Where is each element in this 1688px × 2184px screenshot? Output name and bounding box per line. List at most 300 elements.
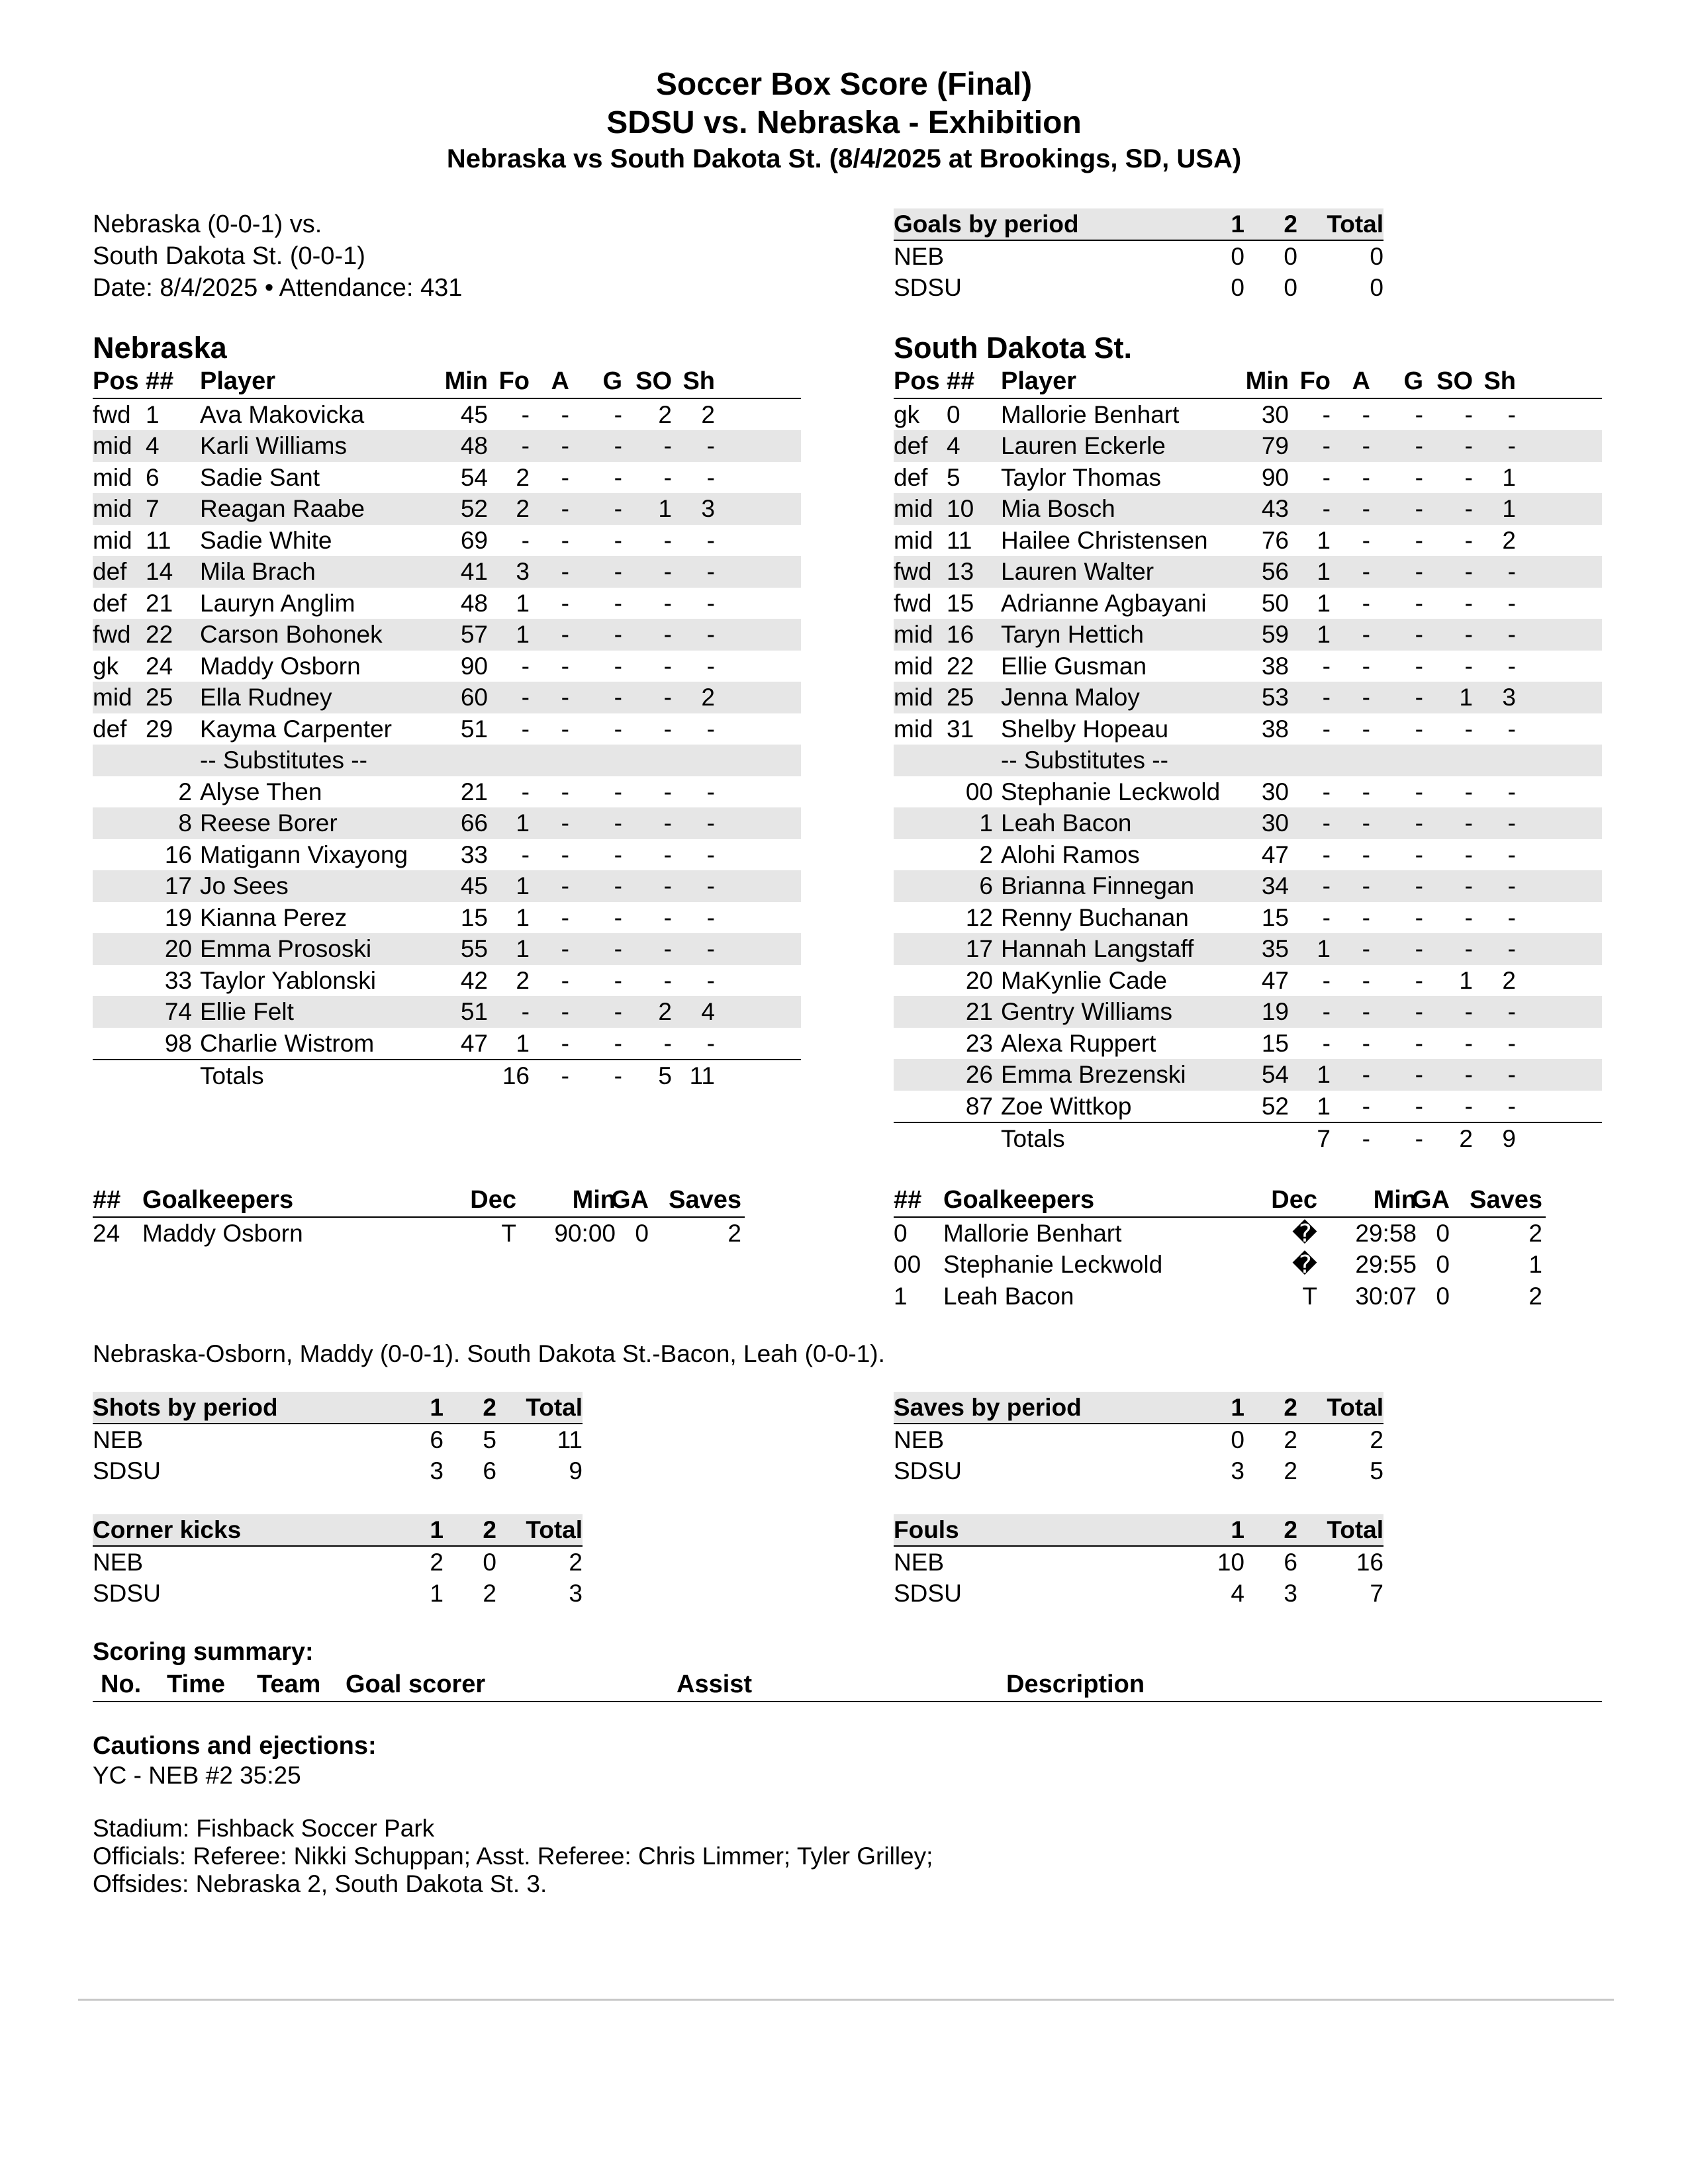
cell-a: - — [561, 935, 569, 962]
team: NEB — [894, 1549, 945, 1576]
cell-min: 33 — [460, 841, 488, 868]
player-row — [93, 965, 801, 997]
cell-sh: - — [706, 903, 715, 931]
cell-fo: 1 — [516, 809, 530, 837]
footer-info — [93, 1815, 933, 1898]
value: 3 — [1284, 1580, 1297, 1607]
cell-sh: 2 — [701, 684, 715, 711]
cell-fo: 2 — [516, 495, 530, 522]
substitutes-label: -- Substitutes -- — [1001, 747, 1168, 774]
cell-min: 50 — [1261, 589, 1289, 617]
cell-player: Jo Sees — [200, 872, 289, 899]
cell-min: 57 — [460, 621, 488, 648]
cell-so: - — [1464, 463, 1473, 491]
cell-fo: 2 — [516, 966, 530, 994]
value: 11 — [557, 1426, 583, 1453]
cell-goalkeeper: Stephanie Leckwold — [943, 1251, 1163, 1278]
cell-number: 21 — [965, 998, 993, 1025]
cell-number: 24 — [93, 1219, 120, 1247]
goalkeepers-header — [894, 1185, 1546, 1218]
cell-min: 15 — [1261, 1029, 1289, 1057]
cell-fo: - — [1322, 432, 1331, 459]
cell-min: 29:58 — [1355, 1219, 1417, 1247]
value: 0 — [1284, 274, 1297, 301]
totals-row — [894, 1123, 1602, 1155]
cell-fo: 1 — [1317, 558, 1331, 585]
period-1-header: 1 — [1185, 1392, 1244, 1424]
value: 3 — [1231, 1457, 1244, 1484]
cell-sh: 2 — [1502, 526, 1516, 554]
cell-min: 60 — [460, 684, 488, 711]
cell-so: - — [663, 432, 672, 459]
cell-player: Leah Bacon — [1001, 809, 1132, 837]
cell-g: - — [1415, 935, 1423, 962]
cell-g: - — [1415, 1029, 1423, 1057]
cell-so: - — [1464, 432, 1473, 459]
cell-number: 20 — [164, 935, 192, 962]
cell-min: 41 — [460, 558, 488, 585]
goals-row-neb — [894, 240, 1383, 272]
cell-player: Kianna Perez — [200, 903, 348, 931]
cell-min: 76 — [1261, 526, 1289, 554]
goalkeeper-records: Nebraska-Osborn, Maddy (0-0-1). South Dakota St.-Bacon, Leah (0-0-1). — [93, 1340, 885, 1367]
cell-so: - — [663, 872, 672, 899]
player-row — [894, 399, 1602, 431]
stadium: Stadium: Fishback Soccer Park — [93, 1815, 435, 1842]
cell-sh: - — [1507, 715, 1516, 743]
col-ga: GA — [1412, 1186, 1450, 1214]
cell-sh: - — [706, 841, 715, 868]
cell-so: - — [663, 1029, 672, 1057]
player-table-header — [93, 366, 801, 399]
cell-g: - — [1415, 809, 1423, 837]
value: 2 — [569, 1549, 583, 1576]
player-row — [93, 651, 801, 682]
cell-number: 1 — [146, 400, 160, 428]
cell-pos: def — [894, 432, 928, 459]
value: 0 — [1231, 274, 1244, 301]
player-row — [894, 556, 1602, 588]
cell-dec: T — [501, 1219, 516, 1247]
player-row — [93, 619, 801, 651]
cell-min: 45 — [460, 400, 488, 428]
cell-a: - — [1362, 1029, 1370, 1057]
value: 2 — [1284, 1457, 1297, 1484]
cell-so: 2 — [658, 400, 672, 428]
cell-fo: 3 — [516, 558, 530, 585]
cell-min: 48 — [460, 432, 488, 459]
cell-pos: def — [93, 558, 127, 585]
cell-so: 5 — [658, 1062, 672, 1089]
cell-pos: mid — [93, 495, 132, 522]
cell-a: - — [1362, 1092, 1370, 1120]
player-row — [894, 462, 1602, 494]
goals-row-sdsu — [894, 272, 1383, 303]
value: 9 — [569, 1457, 583, 1484]
player-row — [894, 1091, 1602, 1122]
cell-fo: - — [521, 998, 530, 1025]
cell-number: 16 — [947, 621, 974, 648]
period-1-header: 1 — [1185, 1514, 1244, 1546]
cell-min: 51 — [460, 998, 488, 1025]
cell-fo: - — [1322, 652, 1331, 680]
cell-a: - — [1362, 872, 1370, 899]
player-row — [894, 493, 1602, 525]
cell-sh: - — [706, 966, 715, 994]
value: 2 — [430, 1549, 444, 1576]
player-row — [894, 682, 1602, 713]
cell-fo: 1 — [1317, 1061, 1331, 1088]
saves-row-neb — [894, 1424, 1383, 1455]
col-min: Min — [444, 367, 488, 395]
saves-by-period-table — [894, 1392, 1383, 1486]
cell-so: - — [1464, 841, 1473, 868]
cell-player: Jenna Maloy — [1001, 684, 1140, 711]
period-2-header: 2 — [1244, 1514, 1297, 1546]
player-row — [93, 462, 801, 494]
col-g: G — [602, 367, 622, 395]
player-row — [894, 713, 1602, 745]
cell-player: Charlie Wistrom — [200, 1029, 375, 1057]
cell-number: 87 — [965, 1092, 993, 1120]
cell-sh: - — [1507, 558, 1516, 585]
cell-a: - — [1362, 463, 1370, 491]
cell-player: Taryn Hettich — [1001, 621, 1144, 648]
player-row — [93, 430, 801, 462]
cell-pos: gk — [93, 652, 119, 680]
value: 0 — [1370, 243, 1383, 270]
cell-goalkeeper: Mallorie Benhart — [943, 1219, 1122, 1247]
cell-g: - — [1415, 715, 1423, 743]
goals-by-period-table — [894, 208, 1383, 303]
cell-g: - — [614, 400, 622, 428]
col-goal-scorer: Goal scorer — [346, 1670, 486, 1698]
col-min: Min — [1245, 367, 1289, 395]
game-info — [93, 208, 462, 304]
cell-player: Carson Bohonek — [200, 621, 383, 648]
cell-a: - — [561, 778, 569, 805]
cell-number: 26 — [965, 1061, 993, 1088]
player-row — [894, 870, 1602, 902]
cell-sh: - — [706, 432, 715, 459]
cell-a: - — [561, 809, 569, 837]
cell-a: - — [1362, 715, 1370, 743]
cell-fo: - — [1322, 809, 1331, 837]
player-row — [93, 933, 801, 965]
cell-so: - — [663, 526, 672, 554]
col-so: SO — [1436, 367, 1473, 395]
nebraska-player-table — [93, 366, 801, 1107]
col-saves: Saves — [669, 1186, 741, 1214]
cell-player: Gentry Williams — [1001, 998, 1173, 1025]
cell-a: - — [561, 841, 569, 868]
cell-g: - — [1415, 558, 1423, 585]
cell-goalkeeper: Leah Bacon — [943, 1282, 1074, 1310]
cell-g: - — [1415, 841, 1423, 868]
cell-a: - — [1362, 621, 1370, 648]
cell-so: - — [1464, 1061, 1473, 1088]
cell-a: - — [1362, 966, 1370, 994]
cell-fo: - — [1322, 1029, 1331, 1057]
cell-number: 33 — [164, 966, 192, 994]
cell-so: - — [1464, 400, 1473, 428]
cell-a: - — [561, 589, 569, 617]
cell-so: - — [663, 621, 672, 648]
value: 2 — [483, 1580, 496, 1607]
cell-g: - — [614, 935, 622, 962]
corners-row-neb — [93, 1546, 583, 1578]
cell-player: MaKynlie Cade — [1001, 966, 1167, 994]
team: SDSU — [894, 274, 962, 301]
value: 16 — [1356, 1549, 1383, 1576]
period-2-header: 2 — [444, 1514, 496, 1546]
fouls-title: Fouls — [894, 1514, 1185, 1546]
cell-min: 15 — [460, 903, 488, 931]
saves-row-sdsu — [894, 1455, 1383, 1486]
cell-number: 74 — [164, 998, 192, 1025]
cell-g: - — [1415, 998, 1423, 1025]
goalkeepers-header — [93, 1185, 745, 1218]
cell-sh: - — [706, 621, 715, 648]
cell-g: - — [1415, 966, 1423, 994]
value: 7 — [1370, 1580, 1383, 1607]
cell-saves: 2 — [1528, 1219, 1542, 1247]
cell-min: 53 — [1261, 684, 1289, 711]
cell-fo: - — [1322, 715, 1331, 743]
cell-g: - — [614, 966, 622, 994]
cell-so: - — [1464, 998, 1473, 1025]
cell-fo: - — [521, 432, 530, 459]
cell-sh: 2 — [701, 400, 715, 428]
cell-min: 34 — [1261, 872, 1289, 899]
cell-min: 47 — [1261, 841, 1289, 868]
cell-min: 56 — [1261, 558, 1289, 585]
cell-sh: 3 — [701, 495, 715, 522]
substitutes-label: -- Substitutes -- — [200, 747, 367, 774]
cell-a: - — [561, 903, 569, 931]
cell-saves: 1 — [1528, 1251, 1542, 1278]
cell-so: - — [663, 966, 672, 994]
cell-g: - — [1415, 621, 1423, 648]
col-description: Description — [1006, 1670, 1145, 1698]
cell-min: 38 — [1261, 715, 1289, 743]
col-sh: Sh — [1483, 367, 1516, 395]
cell-pos: mid — [93, 526, 132, 554]
cell-number: 11 — [146, 526, 171, 554]
cell-number: 16 — [164, 841, 192, 868]
cell-min: 21 — [460, 778, 488, 805]
cell-fo: 1 — [516, 903, 530, 931]
cell-a: - — [1362, 589, 1370, 617]
cell-sh: - — [1507, 841, 1516, 868]
cell-player: Mallorie Benhart — [1001, 400, 1180, 428]
cell-a: - — [561, 1029, 569, 1057]
cell-fo: 1 — [1317, 1092, 1331, 1120]
player-row — [93, 399, 801, 431]
shots-by-period-table — [93, 1392, 583, 1486]
title-line-1: Soccer Box Score (Final) — [655, 67, 1033, 102]
cell-pos: def — [93, 589, 127, 617]
cell-fo: - — [1322, 495, 1331, 522]
cell-sh: - — [1507, 809, 1516, 837]
cell-player: Alohi Ramos — [1001, 841, 1140, 868]
cell-fo: - — [521, 715, 530, 743]
cell-sh: - — [1507, 1061, 1516, 1088]
cell-g: - — [614, 715, 622, 743]
cell-number: 14 — [146, 558, 173, 585]
cell-number: 25 — [947, 684, 974, 711]
value: 5 — [483, 1426, 496, 1453]
col-time: Time — [167, 1670, 226, 1698]
cell-pos: mid — [894, 526, 933, 554]
cell-g: - — [1415, 400, 1423, 428]
cell-a: - — [1362, 652, 1370, 680]
cell-so: - — [1464, 778, 1473, 805]
cell-min: 38 — [1261, 652, 1289, 680]
cell-so: - — [1464, 495, 1473, 522]
cell-sh: - — [1507, 400, 1516, 428]
cell-fo: - — [521, 652, 530, 680]
cell-number: 8 — [178, 809, 192, 837]
cell-player: Hailee Christensen — [1001, 526, 1208, 554]
cell-so: - — [1464, 715, 1473, 743]
cell-so: 2 — [1459, 1125, 1473, 1152]
player-row — [894, 996, 1602, 1028]
goals-by-period-header — [894, 208, 1383, 240]
cell-a: - — [1362, 841, 1370, 868]
cell-number: 4 — [947, 432, 961, 459]
cell-a: - — [1362, 1061, 1370, 1088]
value: 3 — [569, 1580, 583, 1607]
cell-min: 42 — [460, 966, 488, 994]
cell-fo: 1 — [516, 935, 530, 962]
fouls-table — [894, 1514, 1383, 1609]
cell-sh: - — [706, 1029, 715, 1057]
value: 10 — [1217, 1549, 1244, 1576]
player-row — [894, 1059, 1602, 1091]
cell-number: 21 — [146, 589, 173, 617]
col-so: SO — [635, 367, 672, 395]
cell-so: - — [663, 841, 672, 868]
cell-so: 1 — [658, 495, 672, 522]
cell-min: 54 — [1261, 1061, 1289, 1088]
cell-fo: - — [521, 400, 530, 428]
cell-fo: 1 — [1317, 526, 1331, 554]
player-row — [93, 525, 801, 557]
player-row — [93, 493, 801, 525]
cell-so: - — [663, 935, 672, 962]
cell-g: - — [614, 841, 622, 868]
cell-min: 30 — [1261, 400, 1289, 428]
cell-fo: - — [521, 684, 530, 711]
cell-min: 30:07 — [1355, 1282, 1417, 1310]
cell-so: - — [1464, 526, 1473, 554]
cell-pos: gk — [894, 400, 920, 428]
cell-number: 24 — [146, 652, 173, 680]
cell-fo: - — [1322, 872, 1331, 899]
cell-sh: - — [1507, 589, 1516, 617]
info-line-2: South Dakota St. (0-0-1) — [93, 242, 365, 270]
cell-min: 47 — [1261, 966, 1289, 994]
player-row — [894, 776, 1602, 808]
player-row — [894, 588, 1602, 619]
cell-a: - — [561, 526, 569, 554]
cell-number: 1 — [894, 1282, 908, 1310]
cell-pos: mid — [93, 463, 132, 491]
cell-number: 6 — [979, 872, 993, 899]
col-min: Min — [572, 1186, 616, 1214]
player-row — [93, 902, 801, 934]
substitutes-label-row — [93, 745, 801, 776]
player-row — [93, 682, 801, 713]
cell-pos: fwd — [894, 589, 932, 617]
cell-g: - — [1415, 778, 1423, 805]
cell-sh: - — [706, 463, 715, 491]
player-row — [93, 996, 801, 1028]
cell-a: - — [1362, 526, 1370, 554]
cell-player: Ella Rudney — [200, 684, 332, 711]
cell-sh: - — [706, 715, 715, 743]
cell-g: - — [1415, 903, 1423, 931]
cell-player: Kayma Carpenter — [200, 715, 392, 743]
cell-g: - — [1415, 1092, 1423, 1120]
cell-sh: - — [706, 589, 715, 617]
cell-a: - — [1362, 998, 1370, 1025]
player-row — [93, 776, 801, 808]
cell-player: Mila Brach — [200, 558, 316, 585]
cell-min: 90 — [460, 652, 488, 680]
cell-a: - — [561, 621, 569, 648]
cell-number: 10 — [947, 495, 974, 522]
cell-number: 1 — [979, 809, 993, 837]
col-min: Min — [1373, 1186, 1417, 1214]
title-line-2: SDSU vs. Nebraska - Exhibition — [606, 105, 1082, 140]
cell-player: Mia Bosch — [1001, 495, 1115, 522]
cell-player: Totals — [1001, 1125, 1065, 1152]
cell-player: Hannah Langstaff — [1001, 935, 1194, 962]
cell-fo: 1 — [516, 621, 530, 648]
cell-fo: 1 — [1317, 935, 1331, 962]
cell-g: - — [1415, 463, 1423, 491]
player-row — [894, 430, 1602, 462]
cell-g: - — [1415, 432, 1423, 459]
cell-number: 5 — [947, 463, 961, 491]
corner-kicks-table — [93, 1514, 583, 1609]
cell-player: Ellie Gusman — [1001, 652, 1147, 680]
cell-sh: - — [1507, 1029, 1516, 1057]
cell-g: - — [614, 998, 622, 1025]
substitutes-label-row — [894, 745, 1602, 776]
cell-pos: fwd — [93, 621, 131, 648]
cell-a: - — [561, 998, 569, 1025]
cell-player: Ellie Felt — [200, 998, 294, 1025]
sdsu-goalkeepers-table — [894, 1185, 1546, 1317]
cell-player: Taylor Yablonski — [200, 966, 376, 994]
cell-sh: - — [706, 652, 715, 680]
cell-g: - — [614, 621, 622, 648]
cell-a: - — [1362, 495, 1370, 522]
col-g: G — [1403, 367, 1423, 395]
player-row — [894, 902, 1602, 934]
saves-header — [894, 1392, 1383, 1424]
cell-min: 35 — [1261, 935, 1289, 962]
period-2-header: 2 — [1244, 1392, 1297, 1424]
cell-number: 00 — [965, 778, 993, 805]
cell-g: - — [1415, 684, 1423, 711]
cell-fo: - — [1322, 903, 1331, 931]
cell-a: - — [1362, 558, 1370, 585]
cell-number: 29 — [146, 715, 173, 743]
